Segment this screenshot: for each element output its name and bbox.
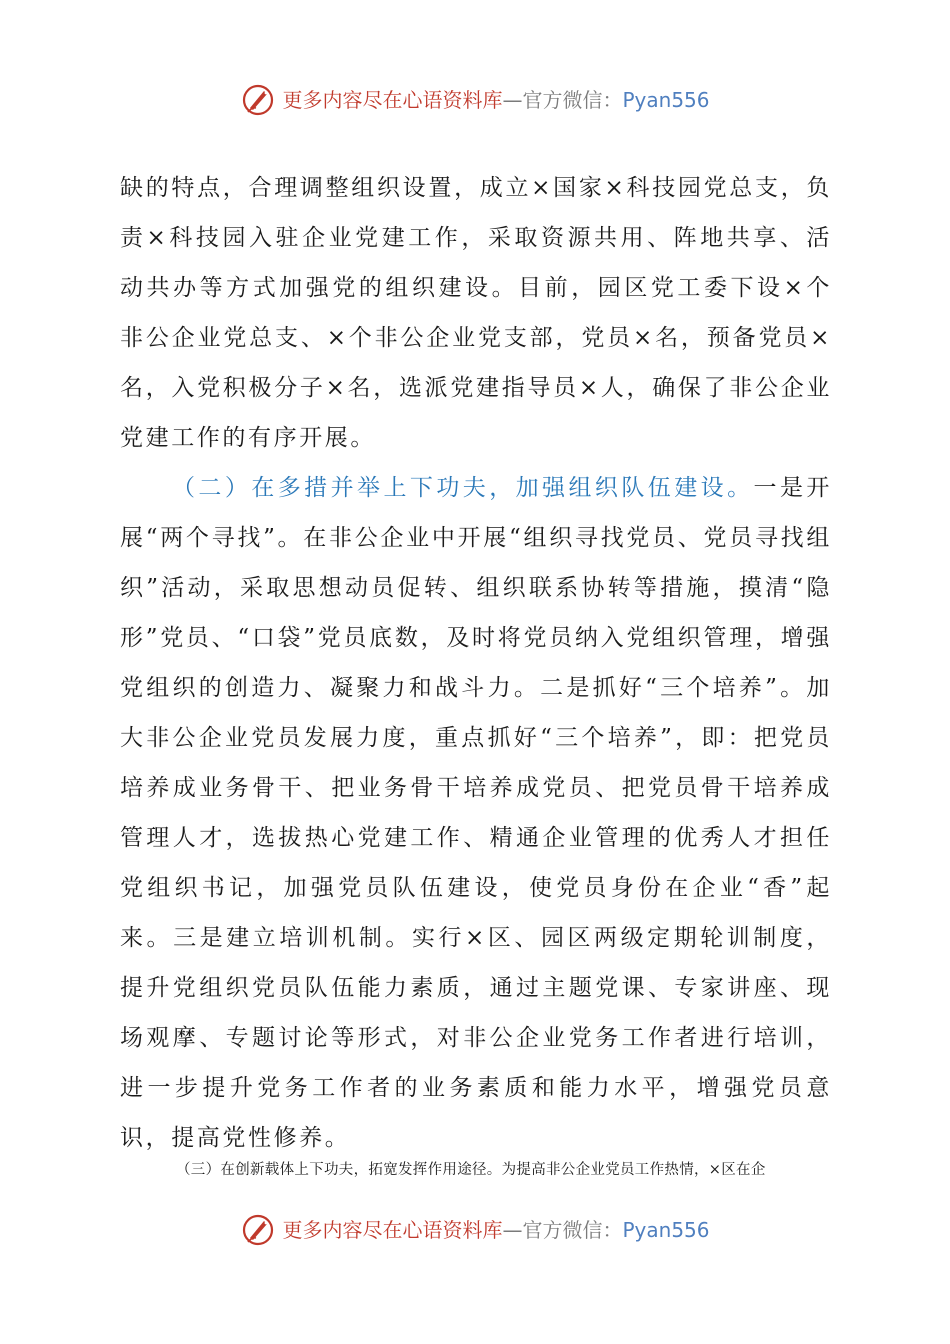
page-footer <box>0 1212 950 1248</box>
watermark-account: Pyan556 <box>622 88 710 112</box>
watermark-dash: — <box>502 1218 523 1242</box>
watermark-banner-footer <box>240 1212 709 1248</box>
watermark-main-text: 更多内容尽在心语资料库 <box>282 1218 503 1242</box>
watermark-main-text: 更多内容尽在心语资料库 <box>282 88 503 112</box>
watermark-account: Pyan556 <box>622 1218 710 1242</box>
paragraph-2 <box>120 463 832 1163</box>
watermark-dash: — <box>502 88 523 112</box>
paragraph-1: 缺的特点，合理调整组织设置，成立×国家×科技园党总支，负责×科技园入驻企业党建工作，采取资源共用、阵地共享、活动共办等方式加强党的组织建设。目前，园区党工委下设×个非公企业党总支、×个非公企业党支部，党员×名，预备党员×名，入党积极分子×名，选派党建指导员×人，确保了非公企业党建工作的有序开展。 <box>120 175 832 451</box>
page-header <box>0 82 950 118</box>
watermark-label: 官方微信： <box>522 1218 623 1242</box>
pen-circle-logo-icon <box>240 82 276 118</box>
document-body <box>120 163 832 1163</box>
pen-circle-logo-icon <box>240 1212 276 1248</box>
watermark-banner <box>240 82 709 118</box>
section-heading-2: （二）在多措并举上下功夫，加强组织队伍建设。 <box>172 475 754 501</box>
paragraph-2-text: 一是开展“两个寻找”。在非公企业中开展“组织寻找党员、党员寻找组织”活动，采取思想动员促转、组织联系协转等措施，摸清“隐形”党员、“口袋”党员底数，及时将党员纳入党组织管理，增强党组织的创造力、凝聚力和战斗力。二是抓好“三个培养”。加大非公企业党员发展力度，重点抓好“三个培养”，即：把党员培养成业务骨干、把业务骨干培养成党员、把党员骨干培养成管理人才，选拔热心党建工作、精通企业管理的优秀人才担任党组织书记，加强党员队伍建设，使党员身份在企业“香”起来。三是建立培训机制。实行×区、园区两级定期轮训制度，提升党组织党员队伍能力素质，通过主题党课、专家讲座、现场观摩、专题讨论等形式，对非公企业党务工作者进行培训，进一步提升党务工作者的业务素质和能力水平，增强党员意识，提高党性修养。 <box>120 475 832 1151</box>
watermark-label: 官方微信： <box>522 88 623 112</box>
paragraph-3-small: （三）在创新载体上下功夫，拓宽发挥作用途径。为提高非公企业党员工作热情，×区在企 <box>176 1162 766 1178</box>
